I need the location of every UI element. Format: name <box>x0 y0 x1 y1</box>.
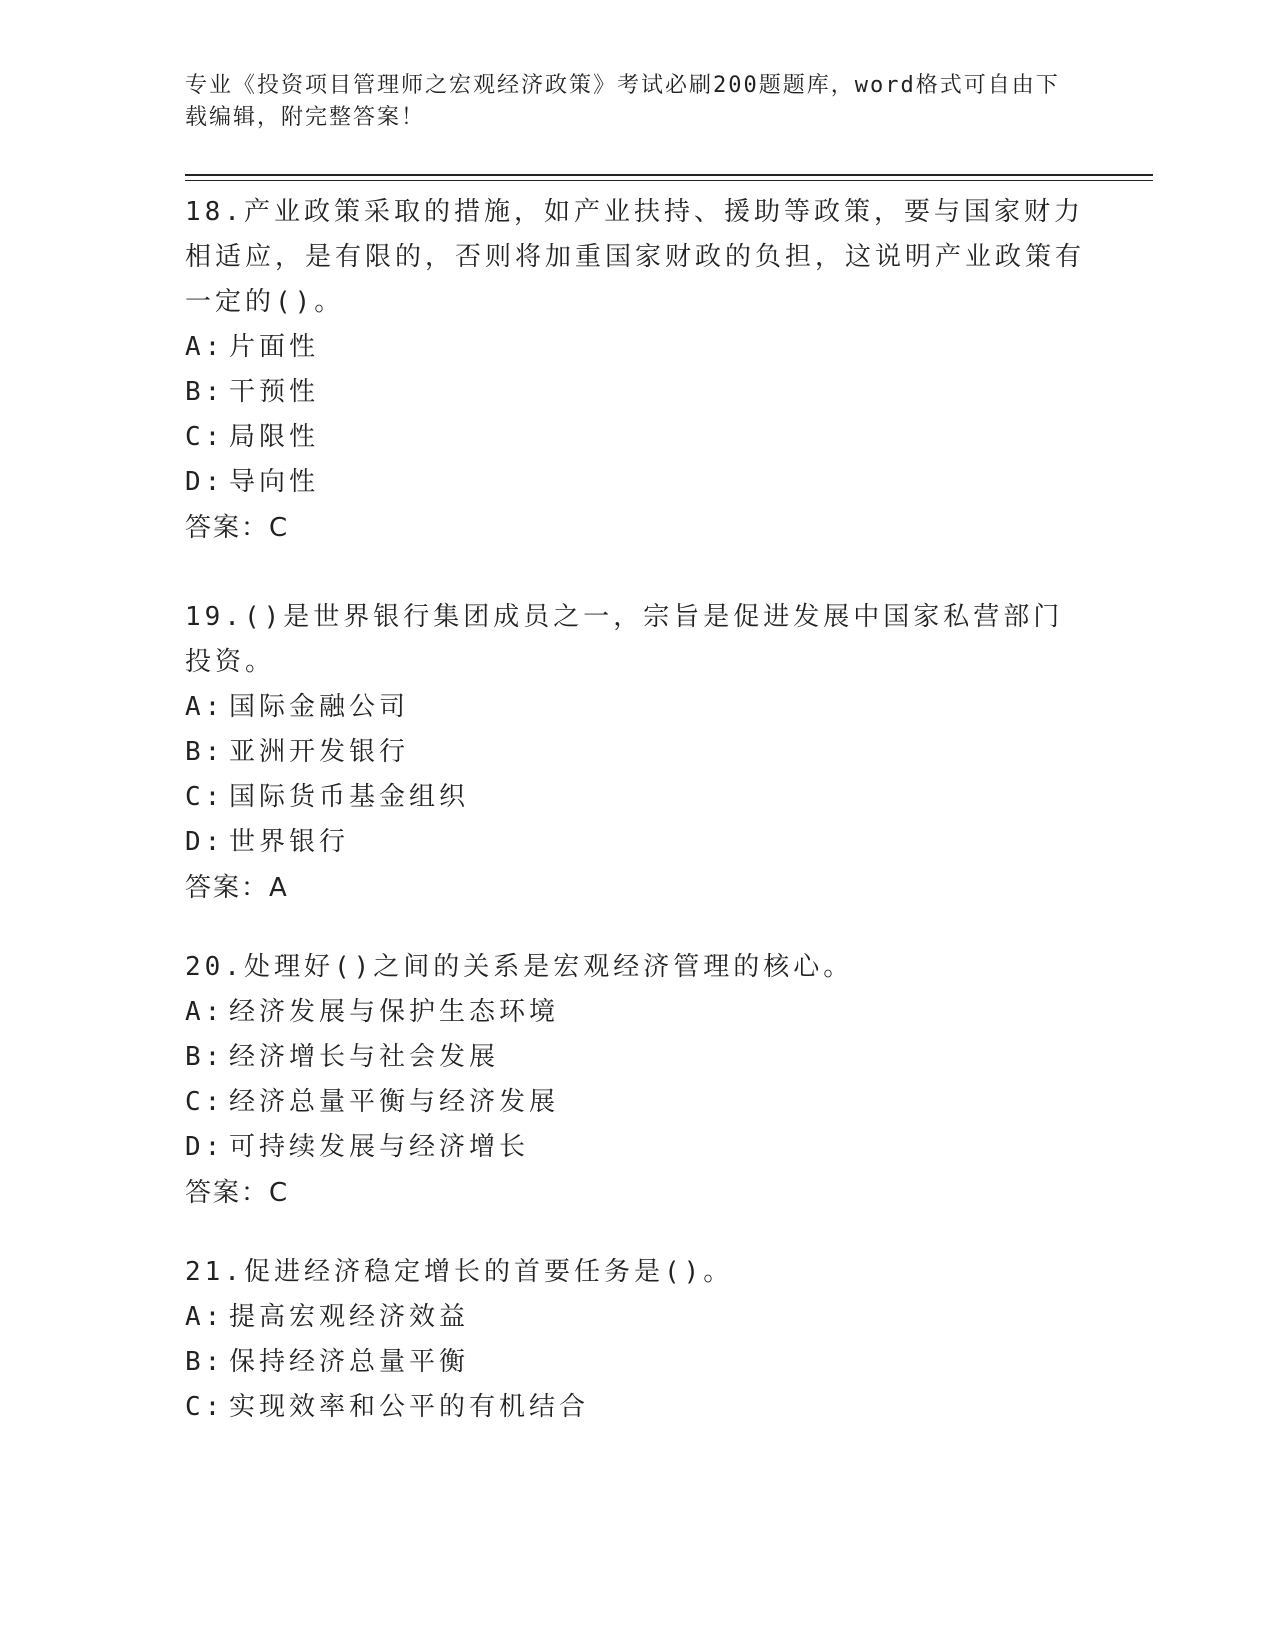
option-b <box>185 1340 1085 1385</box>
option-label: C: <box>185 782 225 812</box>
question-stem: 处理好()之间的关系是宏观经济管理的核心。 <box>243 952 854 982</box>
answer-value: A <box>269 873 289 903</box>
answer-label: 答案： <box>185 873 270 903</box>
option-text: 经济发展与保护生态环境 <box>229 997 560 1027</box>
answer-label: 答案： <box>185 1178 270 1208</box>
option-label: B: <box>185 1042 225 1072</box>
option-d <box>185 460 1085 505</box>
option-label: A: <box>185 332 225 362</box>
option-text: 经济总量平衡与经济发展 <box>229 1087 560 1117</box>
question-number: 21. <box>185 1257 244 1287</box>
option-d <box>185 1125 1085 1170</box>
question-number: 18. <box>185 197 244 227</box>
option-text: 可持续发展与经济增长 <box>229 1132 530 1162</box>
question-stem: 促进经济稳定增长的首要任务是()。 <box>243 1257 734 1287</box>
option-c <box>185 775 1085 820</box>
option-c <box>185 415 1085 460</box>
question-stem: ()是世界银行集团成员之一，宗旨是促进发展中国家私营部门投资。 <box>185 602 1064 677</box>
question-19 <box>185 595 1085 911</box>
option-label: A: <box>185 692 225 722</box>
question-number: 19. <box>185 602 244 632</box>
question-text <box>185 945 1085 990</box>
option-label: B: <box>185 377 225 407</box>
option-text: 导向性 <box>229 467 320 497</box>
question-stem: 产业政策采取的措施，如产业扶持、援助等政策，要与国家财力相适应，是有限的，否则将加重国家财政的负担，这说明产业政策有一定的()。 <box>185 197 1086 317</box>
option-text: 亚洲开发银行 <box>229 737 410 767</box>
option-b <box>185 1035 1085 1080</box>
question-text <box>185 190 1085 325</box>
option-label: A: <box>185 1302 225 1332</box>
option-b <box>185 370 1085 415</box>
option-text: 片面性 <box>229 332 320 362</box>
question-number: 20. <box>185 952 244 982</box>
option-label: A: <box>185 997 225 1027</box>
option-label: C: <box>185 422 225 452</box>
option-text: 国际金融公司 <box>229 692 410 722</box>
option-label: D: <box>185 467 225 497</box>
option-a <box>185 1295 1085 1340</box>
question-text <box>185 595 1085 685</box>
answer-value: C <box>269 513 290 543</box>
option-label: B: <box>185 1347 225 1377</box>
option-a <box>185 685 1085 730</box>
header-divider-thick <box>185 174 1153 176</box>
option-text: 国际货币基金组织 <box>229 782 470 812</box>
option-a <box>185 325 1085 370</box>
document-intro: 专业《投资项目管理师之宏观经济政策》考试必刷200题题库，word格式可自由下载编辑，附完整答案！ <box>185 73 1060 130</box>
question-20 <box>185 945 1085 1216</box>
question-18 <box>185 190 1085 551</box>
option-b <box>185 730 1085 775</box>
answer-value: C <box>269 1178 290 1208</box>
question-text <box>185 1250 1085 1295</box>
option-label: B: <box>185 737 225 767</box>
option-text: 实现效率和公平的有机结合 <box>229 1392 590 1422</box>
answer-label: 答案： <box>185 513 270 543</box>
option-c <box>185 1080 1085 1125</box>
option-label: D: <box>185 827 225 857</box>
option-text: 世界银行 <box>229 827 350 857</box>
header-divider-thin <box>185 180 1153 181</box>
option-label: C: <box>185 1392 225 1422</box>
option-c <box>185 1385 1085 1430</box>
option-a <box>185 990 1085 1035</box>
option-text: 提高宏观经济效益 <box>229 1302 470 1332</box>
option-label: C: <box>185 1087 225 1117</box>
option-text: 干预性 <box>229 377 320 407</box>
option-text: 保持经济总量平衡 <box>229 1347 470 1377</box>
option-text: 经济增长与社会发展 <box>229 1042 500 1072</box>
option-label: D: <box>185 1132 225 1162</box>
question-21 <box>185 1250 1085 1430</box>
answer-line <box>185 865 1085 911</box>
answer-line <box>185 505 1085 551</box>
option-d <box>185 820 1085 865</box>
answer-line <box>185 1170 1085 1216</box>
option-text: 局限性 <box>229 422 320 452</box>
